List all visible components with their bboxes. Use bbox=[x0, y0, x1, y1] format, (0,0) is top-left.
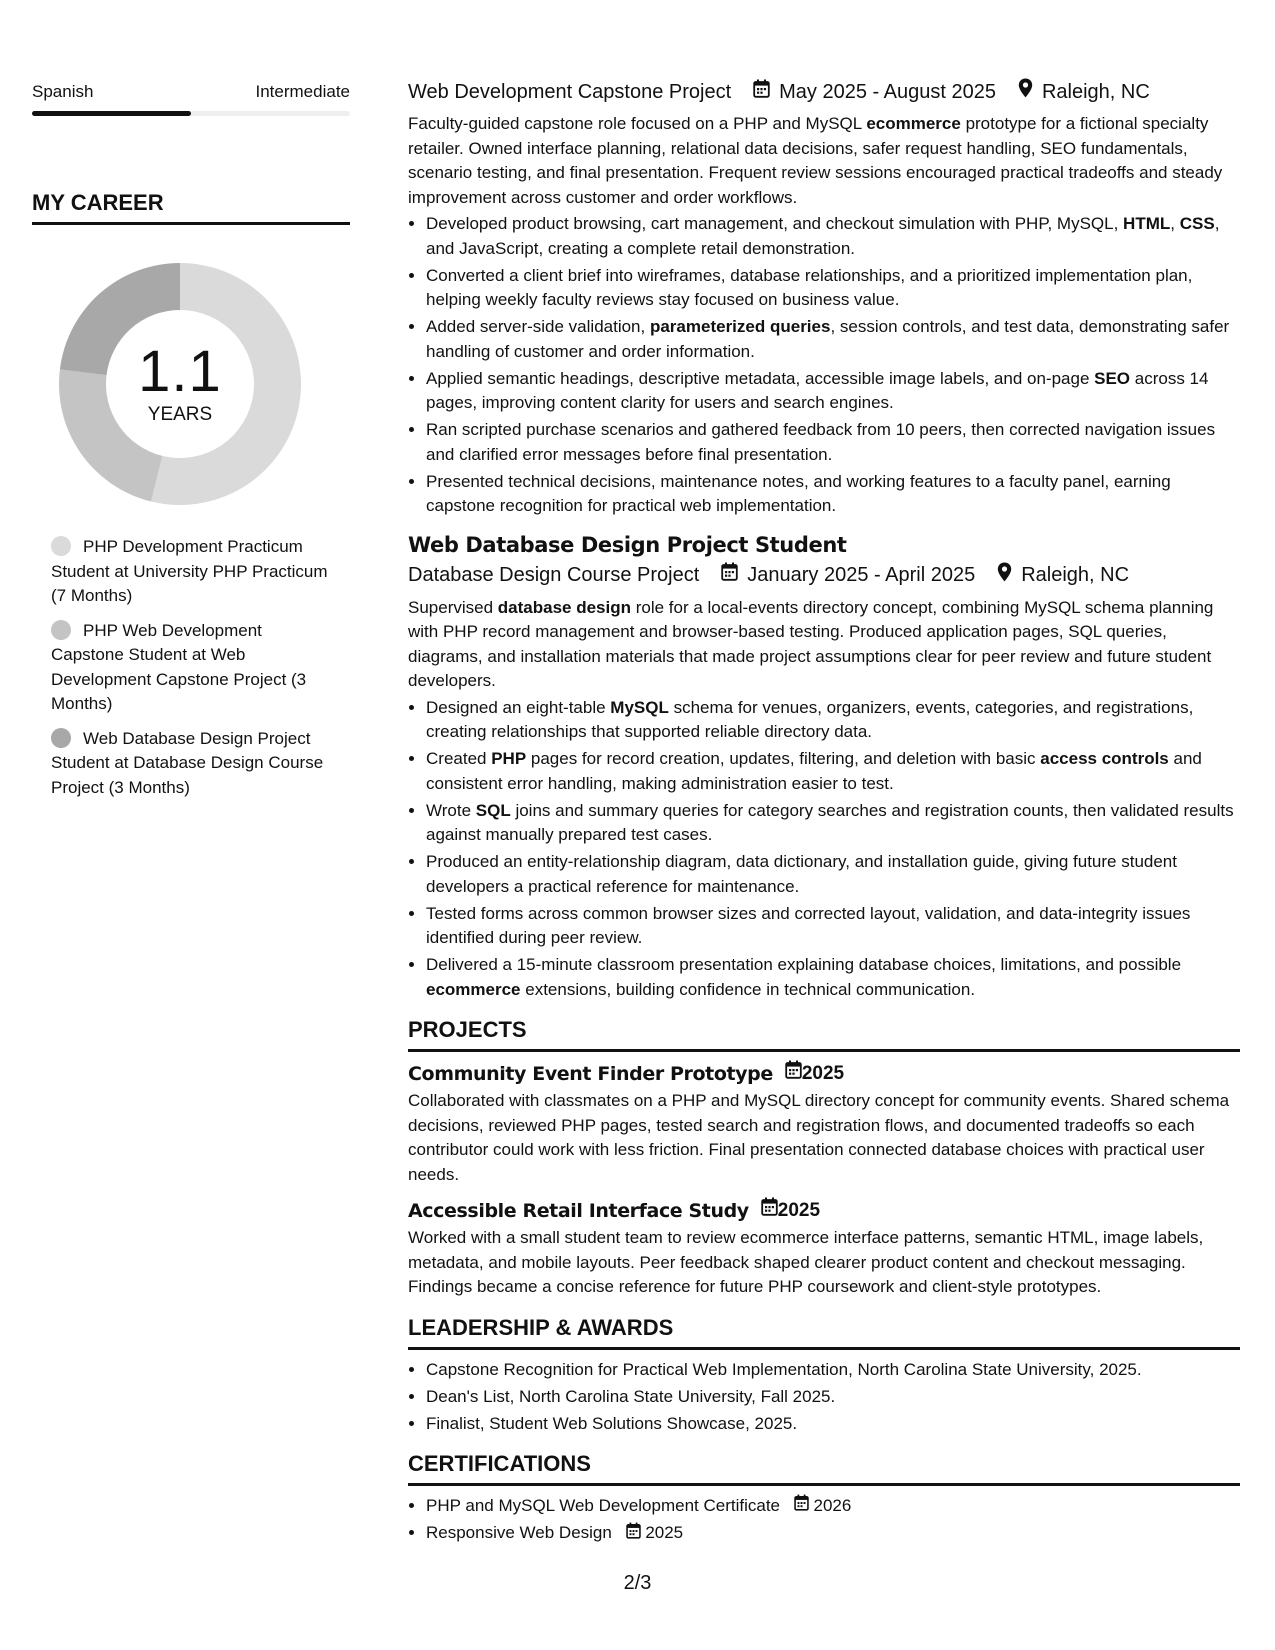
language-name: Spanish bbox=[32, 82, 94, 101]
language-progress-bar bbox=[32, 111, 350, 116]
capstone-bullets bbox=[408, 212, 1240, 519]
bullet-item: • Delivered a 15-minute classroom presentation explaining database choices, limitations, and possible ecommerce extensions, building confidence in technical communication. bbox=[426, 953, 1240, 1002]
bullet-item: • Presented technical decisions, maintenance notes, and working features to a faculty panel, earning capstone recognition for practical web implementation. bbox=[426, 470, 1240, 519]
career-section-title: MY CAREER bbox=[32, 189, 350, 225]
capstone-dates: May 2025 - August 2025 bbox=[779, 80, 996, 103]
location-pin-icon bbox=[997, 562, 1012, 589]
legend-label: PHP Web Development Capstone Student at Web Development Capstone Project (3 Months) bbox=[51, 620, 307, 713]
capstone-experience bbox=[408, 78, 1240, 519]
project-name: Accessible Retail Interface Study bbox=[408, 1199, 749, 1222]
projects-title: PROJECTS bbox=[408, 1016, 1240, 1052]
career-years-unit: YEARS bbox=[147, 404, 213, 425]
legend-item bbox=[51, 727, 331, 801]
certification-year: 2025 bbox=[645, 1523, 684, 1543]
certifications-section bbox=[408, 1450, 1240, 1546]
database-experience bbox=[408, 531, 1240, 1003]
certification-name: PHP and MySQL Web Development Certificate bbox=[426, 1496, 781, 1515]
bullet-item: • Converted a client brief into wireframes, database relationships, and a prioritized implementation plan, helping weekly faculty reviews stay focused on business value. bbox=[426, 264, 1240, 313]
language-skill bbox=[32, 80, 350, 116]
legend-dot-icon bbox=[51, 536, 71, 556]
capstone-location: Raleigh, NC bbox=[1041, 80, 1150, 103]
project-item bbox=[408, 1060, 1240, 1187]
awards-title: LEADERSHIP & AWARDS bbox=[408, 1314, 1240, 1350]
language-level: Intermediate bbox=[255, 82, 350, 101]
bullet-item: • Ran scripted purchase scenarios and gathered feedback from 10 peers, then corrected navigation issues and clarified error messages before final presentation. bbox=[426, 418, 1240, 467]
capstone-org: Web Development Capstone Project bbox=[408, 80, 732, 103]
certification-year: 2026 bbox=[813, 1496, 852, 1515]
award-item: • Capstone Recognition for Practical Web Implementation, North Carolina State University, 2025. bbox=[426, 1358, 1240, 1383]
db-role-bullets bbox=[408, 696, 1240, 1003]
bullet-item: • Added server-side validation, parameterized queries, session controls, and test data, demonstrating safer handling of customer and order information. bbox=[426, 315, 1240, 364]
legend-label: Web Database Design Project Student at Database Design Course Project (3 Months) bbox=[51, 728, 324, 797]
page-number: 2/3 bbox=[623, 1572, 652, 1594]
bullet-item: • Developed product browsing, cart management, and checkout simulation with PHP, MySQL, HTML, CSS, and JavaScript, creating a complete retail demonstration. bbox=[426, 212, 1240, 261]
certifications-list bbox=[408, 1494, 1240, 1546]
legend-item bbox=[51, 535, 331, 609]
db-role-summary: Supervised database design role for a local-events directory concept, combining MySQL schema planning with PHP record management and browser-based testing. Produced application pages, SQL queries, diagrams, and installation materials that made project assumptions clear for peer review and future student developers. bbox=[408, 597, 1214, 690]
project-year: 2025 bbox=[777, 1199, 821, 1221]
bullet-item: • Tested forms across common browser sizes and corrected layout, validation, and data-integrity issues identified during peer review. bbox=[426, 902, 1240, 951]
language-progress-fill bbox=[32, 111, 191, 116]
legend-item bbox=[51, 619, 331, 717]
calendar-icon bbox=[785, 1060, 802, 1087]
bullet-item: • Wrote SQL joins and summary queries for category searches and registration counts, then validated results against manually prepared test cases. bbox=[426, 799, 1240, 848]
db-role-location: Raleigh, NC bbox=[1021, 564, 1130, 586]
main-content bbox=[408, 78, 1240, 1549]
bullet-item: • Created PHP pages for record creation, updates, filtering, and deletion with basic access controls and consistent error handling, making administration easier to test. bbox=[426, 747, 1240, 796]
calendar-icon bbox=[753, 79, 770, 105]
certifications-title: CERTIFICATIONS bbox=[408, 1450, 1240, 1486]
legend-dot-icon bbox=[51, 728, 71, 748]
calendar-icon bbox=[721, 562, 738, 588]
capstone-header bbox=[408, 78, 1240, 105]
project-year: 2025 bbox=[801, 1062, 845, 1084]
legend-dot-icon bbox=[51, 620, 71, 640]
db-role-org: Database Design Course Project bbox=[408, 564, 700, 586]
location-pin-icon bbox=[1018, 78, 1033, 105]
project-name: Community Event Finder Prototype bbox=[408, 1062, 773, 1085]
bullet-item: • Designed an eight-table MySQL schema for venues, organizers, events, categories, and registrations, creating relationships that supported reliable directory data. bbox=[426, 696, 1240, 745]
capstone-summary: Faculty-guided capstone role focused on a PHP and MySQL ecommerce prototype for a fictional specialty retailer. Owned interface planning, relational data decisions, safer request handling, SEO fundamentals, scenario testing, and final presentation. Frequent review sessions encouraged practical tradeoffs and steady improvement across customer and order workflows. bbox=[408, 114, 1223, 207]
calendar-icon bbox=[761, 1197, 778, 1224]
career-years-value: 1.1 bbox=[138, 339, 222, 404]
bullet-item: • Applied semantic headings, descriptive metadata, accessible image labels, and on-page SEO across 14 pages, improving content clarity for users and search engines. bbox=[426, 367, 1240, 416]
calendar-icon bbox=[794, 1494, 809, 1519]
award-item: • Dean's List, North Carolina State University, Fall 2025. bbox=[426, 1385, 1240, 1410]
career-legend bbox=[51, 535, 331, 800]
project-description: Worked with a small student team to review ecommerce interface patterns, semantic HTML, image labels, metadata, and mobile layouts. Peer feedback shaped clearer product content and checkout messaging. Findings became a concise reference for future PHP coursework and client-style prototypes. bbox=[408, 1228, 1204, 1296]
career-donut-chart bbox=[55, 259, 305, 509]
bullet-item: • Produced an entity-relationship diagram, data dictionary, and installation guide, giving future student developers a practical reference for maintenance. bbox=[426, 850, 1240, 899]
db-role-title: Web Database Design Project Student bbox=[408, 532, 847, 557]
project-item bbox=[408, 1197, 1240, 1300]
db-role-dates: January 2025 - April 2025 bbox=[747, 564, 976, 586]
certification-item bbox=[426, 1521, 1240, 1546]
certification-name: Responsive Web Design bbox=[426, 1523, 612, 1543]
awards-list bbox=[408, 1358, 1240, 1437]
calendar-icon bbox=[626, 1522, 641, 1547]
sidebar bbox=[32, 80, 350, 810]
award-item: • Finalist, Student Web Solutions Showcase, 2025. bbox=[426, 1412, 1240, 1437]
project-description: Collaborated with classmates on a PHP and MySQL directory concept for community events. Shared schema decisions, reviewed PHP pages, tested search and registration flows, and documented tradeoffs so each contributor could work with less friction. Final presentation connected database choices with practical user needs. bbox=[408, 1091, 1230, 1184]
awards-section bbox=[408, 1314, 1240, 1437]
certification-item bbox=[426, 1494, 1240, 1519]
legend-label: PHP Development Practicum Student at University PHP Practicum (7 Months) bbox=[51, 537, 328, 605]
projects-section bbox=[408, 1016, 1240, 1300]
db-role-header bbox=[408, 562, 1240, 589]
